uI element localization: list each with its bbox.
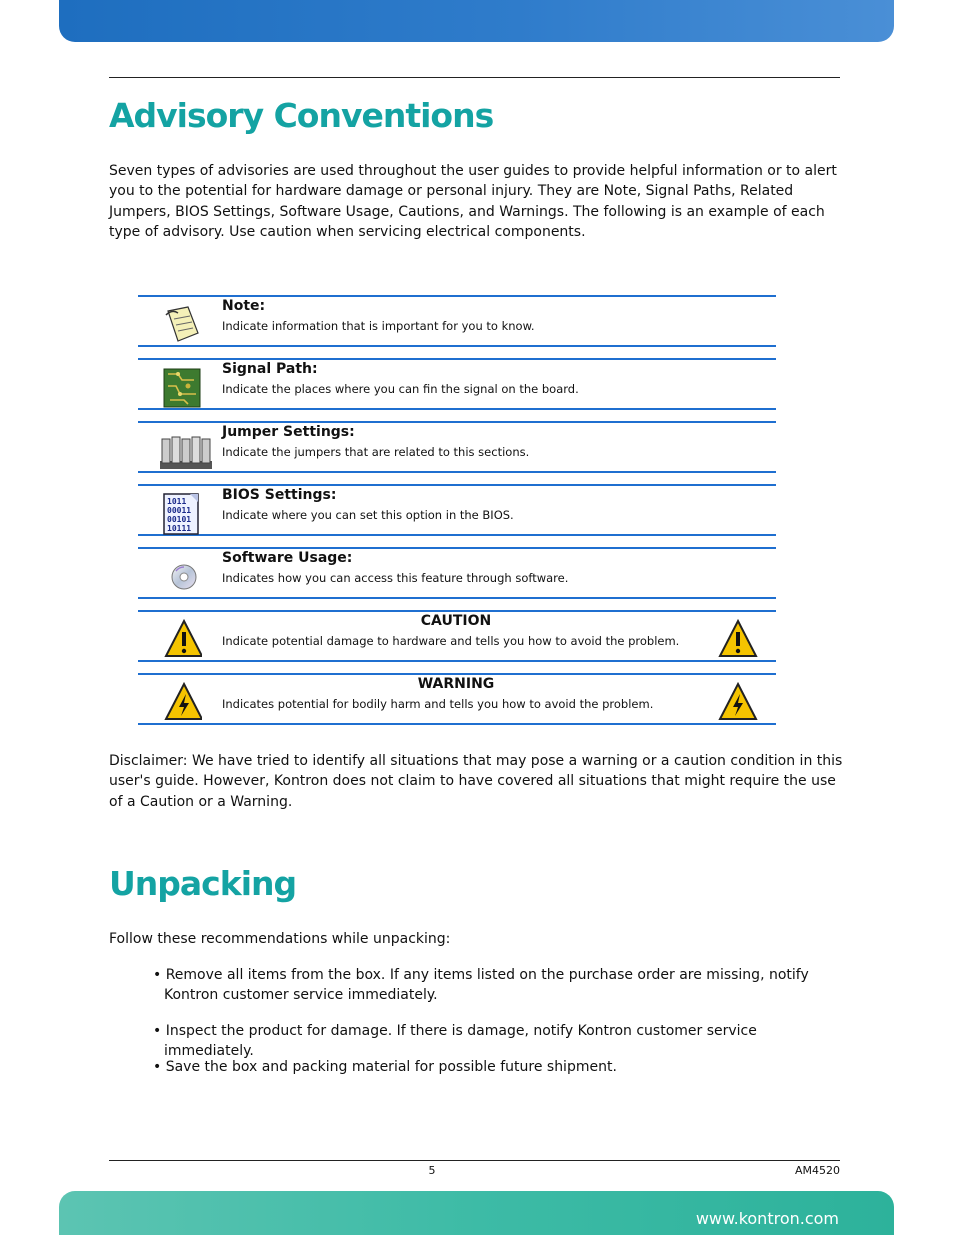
- advisory-title: Note:: [222, 298, 266, 314]
- warning-icon: [158, 681, 202, 721]
- list-item: • Inspect the product for damage. If there is damage, notify Kontron customer service immediately.: [153, 1023, 757, 1060]
- list-item: • Save the box and packing material for possible future shipment.: [153, 1059, 617, 1075]
- header-band: [59, 0, 894, 42]
- unpacking-lead: Follow these recommendations while unpacking:: [109, 931, 451, 947]
- note-icon: [158, 303, 202, 343]
- website-link[interactable]: www.kontron.com: [695, 1209, 839, 1228]
- cd-icon: [158, 555, 202, 595]
- advisory-table: [138, 295, 776, 736]
- advisory-description: Indicate the places where you can fin the signal on the board.: [222, 382, 579, 396]
- header-rule: [109, 77, 840, 78]
- advisory-row-bios-settings: [138, 484, 776, 536]
- advisory-row-software-usage: [138, 547, 776, 599]
- advisory-description: Indicate information that is important for you to know.: [222, 319, 535, 333]
- document-id: AM4520: [794, 1164, 840, 1177]
- advisory-description: Indicate the jumpers that are related to this sections.: [222, 445, 530, 459]
- signal-path-icon: [158, 366, 202, 406]
- advisory-row-note: [138, 295, 776, 347]
- caution-icon: [716, 618, 760, 658]
- footer-band: [59, 1191, 894, 1235]
- intro-paragraph: Seven types of advisories are used throughout the user guides to provide helpful information or to alert you to the potential for hardware damage or personal injury. They are Note, Signal Paths, Related Jumpers, BIOS Settings, Software Usage, Cautions, and Warnings. The following is an example of each type of advisory. Use caution when servicing electrical components.: [109, 163, 837, 240]
- advisory-row-signal-path: [138, 358, 776, 410]
- advisory-title: Jumper Settings:: [222, 424, 355, 440]
- advisory-description: Indicates how you can access this feature through software.: [222, 571, 569, 585]
- caution-icon: [158, 618, 202, 658]
- section-title-advisory: Advisory Conventions: [109, 96, 494, 135]
- bios-icon: [158, 492, 202, 532]
- advisory-row-caution: [138, 610, 776, 662]
- advisory-description: Indicate potential damage to hardware and tells you how to avoid the problem.: [222, 634, 680, 648]
- bios-icon-line: 10111: [167, 524, 192, 533]
- warning-icon: [716, 681, 760, 721]
- advisory-title: Software Usage:: [222, 550, 353, 566]
- advisory-title: BIOS Settings:: [222, 487, 337, 503]
- footer-rule: [109, 1160, 840, 1161]
- bios-icon-line: 00101: [167, 515, 192, 524]
- jumper-icon: [158, 429, 202, 469]
- bios-icon-line: 00011: [167, 506, 192, 515]
- advisory-description: Indicate where you can set this option in the BIOS.: [222, 508, 514, 522]
- disclaimer-paragraph: Disclaimer: We have tried to identify all situations that may pose a warning or a caution condition in this user's guide. However, Kontron does not claim to have covered all situations that might require the use of a Caution or a Warning.: [109, 753, 843, 810]
- page-number: 5: [428, 1164, 436, 1177]
- advisory-description: Indicates potential for bodily harm and tells you how to avoid the problem.: [222, 697, 654, 711]
- advisory-title: WARNING: [417, 676, 495, 692]
- bios-icon-line: 1011: [167, 497, 187, 506]
- section-title-unpacking: Unpacking: [109, 864, 297, 903]
- advisory-row-warning: [138, 673, 776, 725]
- advisory-title: CAUTION: [420, 613, 492, 629]
- advisory-row-jumper-settings: [138, 421, 776, 473]
- list-item: • Remove all items from the box. If any items listed on the purchase order are missing, notify Kontron customer service immediately.: [153, 967, 809, 1004]
- advisory-title: Signal Path:: [222, 361, 318, 377]
